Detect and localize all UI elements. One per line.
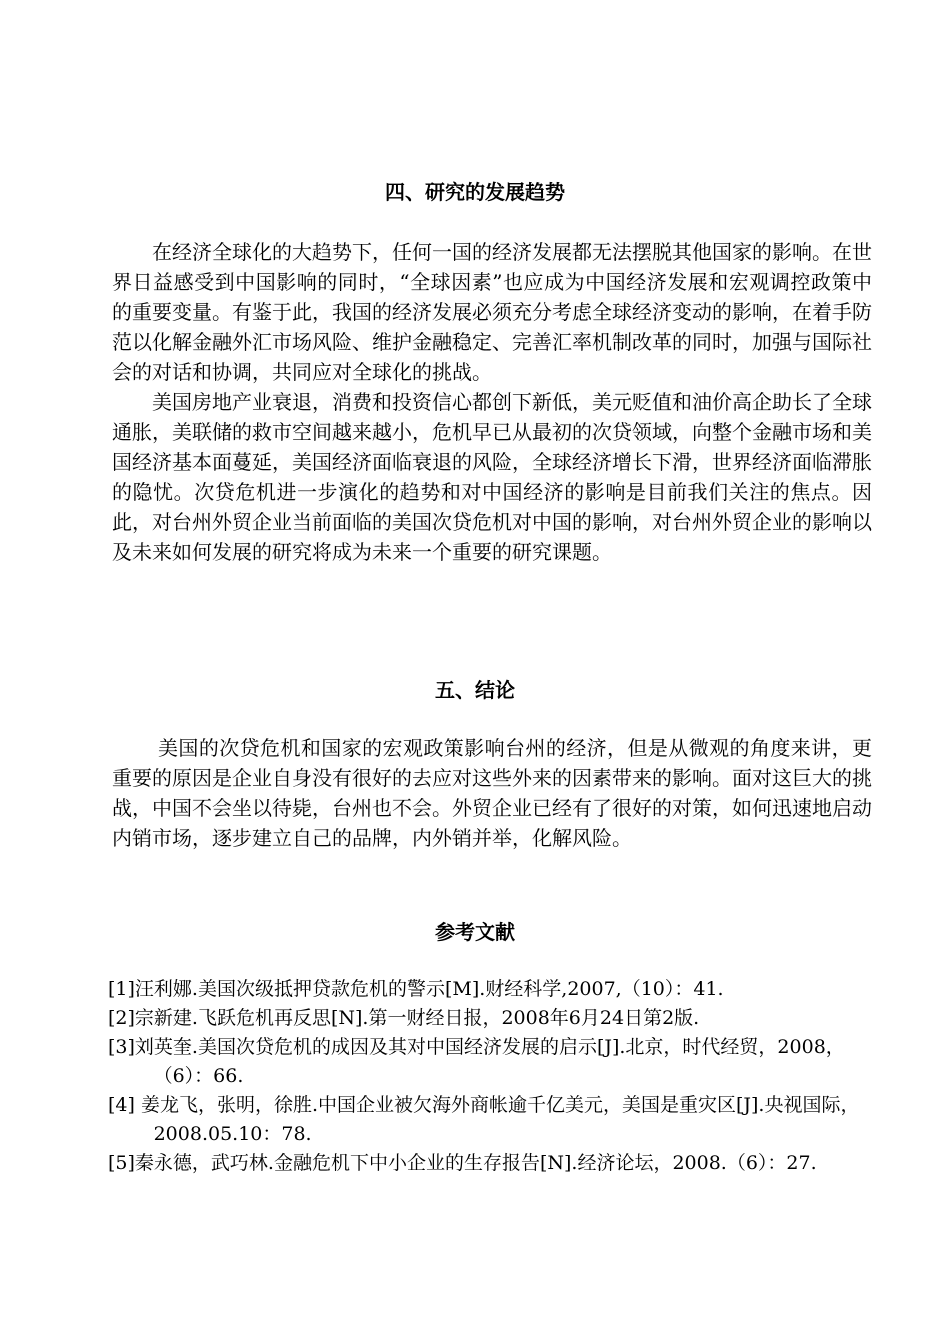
section-4-body (112, 237, 872, 567)
reference-item: [3]刘英奎.美国次贷危机的成因及其对中国经济发展的启示[J].北京，时代经贸，2008，（6）：66. (108, 1036, 845, 1087)
paragraph: 美国的次贷危机和国家的宏观政策影响台州的经济，但是从微观的角度来讲，更重要的原因是企业自身没有很好的去应对这些外来的因素带来的影响。面对这巨大的挑战，中国不会坐以待毙，台州也不会。外贸企业已经有了很好的对策，如何迅速地启动内销市场，逐步建立自己的品牌，内外销并举，化解风险。 (112, 736, 872, 850)
reference-item: [1]汪利娜.美国次级抵押贷款危机的警示[M].财经科学,2007,（10）：41. (108, 978, 724, 1000)
paragraph: 在经济全球化的大趋势下，任何一国的经济发展都无法摆脱其他国家的影响。在世界日益感受到中国影响的同时，“全球因素”也应成为中国经济发展和宏观调控政策中的重要变量。有鉴于此，我国的经济发展必须充分考虑全球经济变动的影响，在着手防范以化解金融外汇市场风险、维护金融稳定、完善汇率机制改革的同时，加强与国际社会的对话和协调，共同应对全球化的挑战。 (112, 240, 872, 384)
section-5-heading: 五、结论 (435, 678, 515, 702)
reference-item: [2]宗新建.飞跃危机再反思[N].第一财经日报，2008年6月24日第2版. (108, 1007, 700, 1029)
references-list (108, 975, 878, 1178)
reference-item: [4] 姜龙飞，张明，徐胜.中国企业被欠海外商帐逾千亿美元，美国是重灾区[J].央视国际，2008.05.10：78. (108, 1094, 860, 1145)
section-5-body (112, 733, 872, 853)
reference-item: [5]秦永德，武巧林.金融危机下中小企业的生存报告[N].经济论坛，2008.（6）：27. (108, 1152, 817, 1174)
section-4-heading: 四、研究的发展趋势 (385, 180, 565, 204)
paragraph: 美国房地产业衰退，消费和投资信心都创下新低，美元贬值和油价高企助长了全球通胀，美联储的救市空间越来越小，危机早已从最初的次贷领域，向整个金融市场和美国经济基本面蔓延，美国经济面临衰退的风险，全球经济增长下滑，世界经济面临滞胀的隐忧。次贷危机进一步演化的趋势和对中国经济的影响是目前我们关注的焦点。因此，对台州外贸企业当前面临的美国次贷危机对中国的影响，对台州外贸企业的影响以及未来如何发展的研究将成为未来一个重要的研究课题。 (112, 390, 872, 564)
references-heading: 参考文献 (435, 920, 515, 944)
